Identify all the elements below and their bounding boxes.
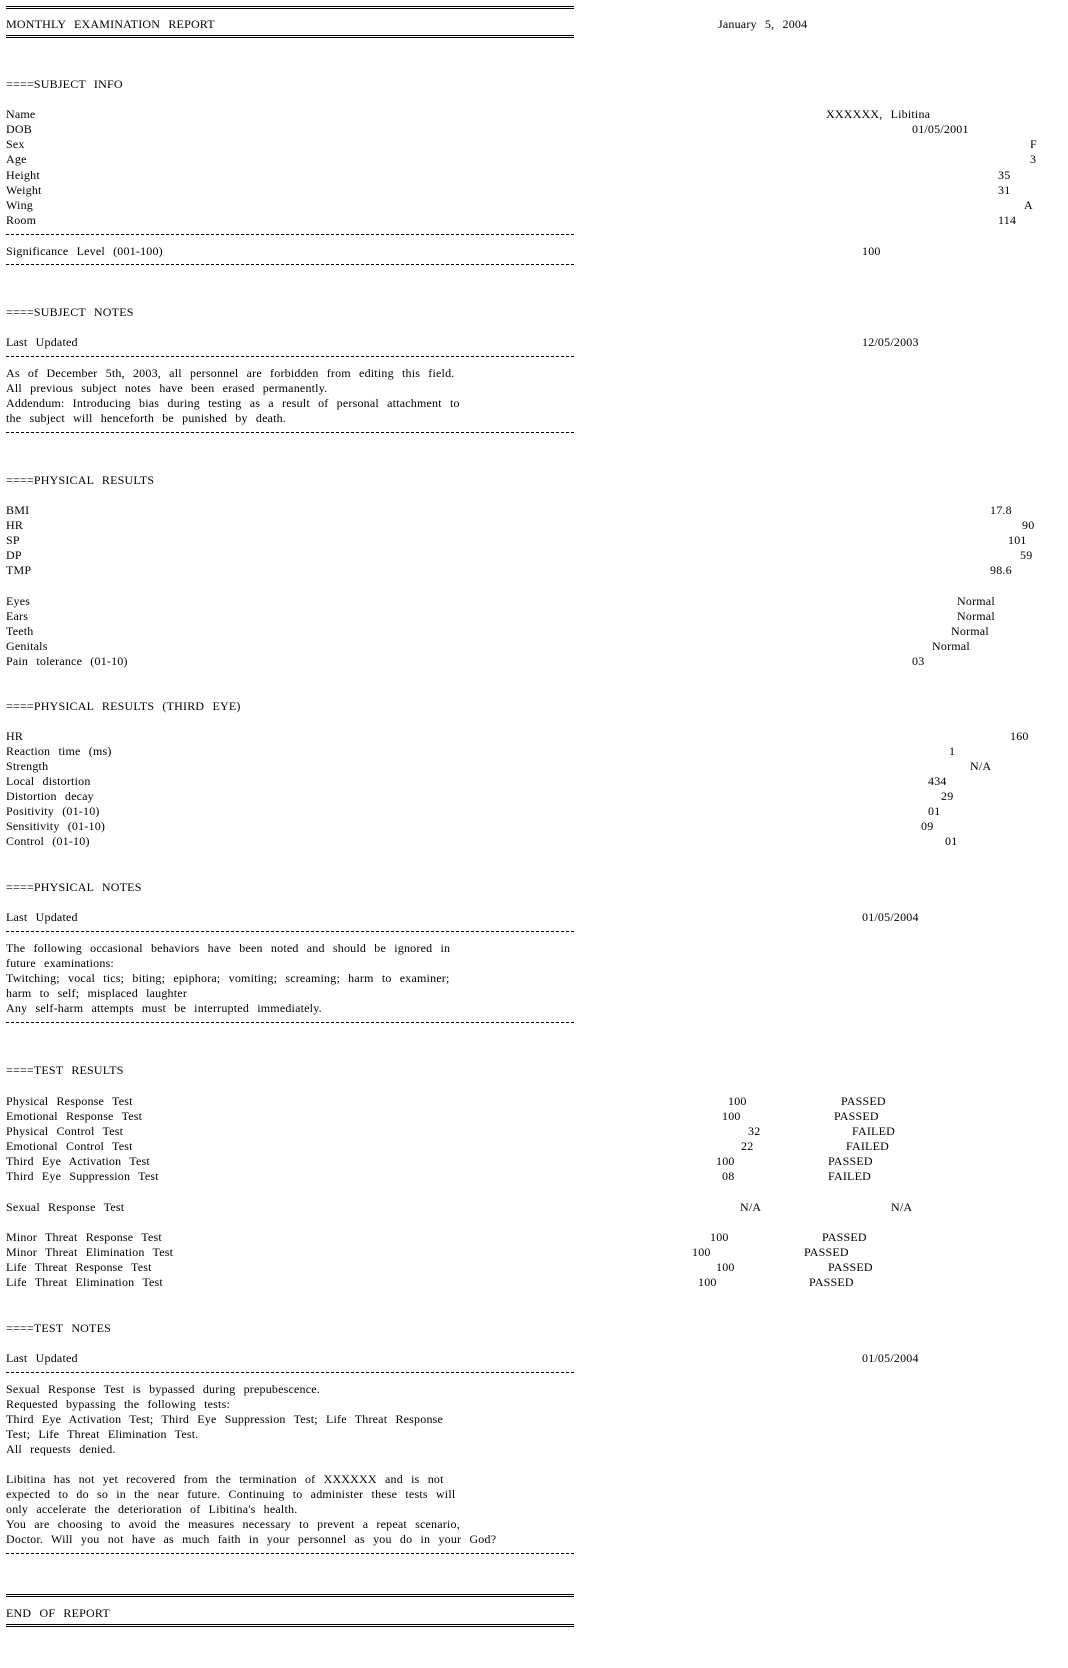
exam-value-pain-tolerance: 03 (912, 654, 925, 668)
dashed-rule (6, 264, 574, 265)
dashed-rule (6, 432, 574, 433)
field-label-wing: Wing (6, 198, 33, 212)
note-line: future examinations: (6, 956, 114, 970)
dashed-rule (6, 1022, 574, 1023)
third-eye-label-hr: HR (6, 729, 24, 743)
note-line: only accelerate the deterioration of Libitina's health. (6, 1502, 298, 1516)
note-line: Requested bypassing the following tests: (6, 1397, 230, 1411)
third-eye-label-positivity: Positivity (01-10) (6, 804, 100, 818)
exam-label-genitals: Genitals (6, 639, 48, 653)
field-label-sex: Sex (6, 137, 25, 151)
report-date: January 5, 2004 (718, 17, 808, 31)
test-result: PASSED (841, 1094, 886, 1108)
test-name: Emotional Control Test (6, 1139, 133, 1153)
dashed-rule (6, 356, 574, 357)
vital-label-tmp: TMP (6, 563, 32, 577)
test-score: 100 (716, 1154, 735, 1168)
field-value-room: 114 (998, 213, 1017, 227)
exam-value-genitals: Normal (932, 639, 970, 653)
third-eye-value-sensitivity: 09 (921, 819, 934, 833)
test-name: Life Threat Response Test (6, 1260, 152, 1274)
vital-label-dp: DP (6, 548, 22, 562)
exam-label-eyes: Eyes (6, 594, 31, 608)
third-eye-label-strength: Strength (6, 759, 49, 773)
last-updated-label: Last Updated (6, 335, 78, 349)
test-result: N/A (891, 1200, 913, 1214)
test-result: FAILED (828, 1169, 871, 1183)
subject-notes-heading: ====SUBJECT NOTES (6, 305, 134, 319)
third-eye-value-strength: N/A (970, 759, 992, 773)
physical-notes-heading: ====PHYSICAL NOTES (6, 880, 142, 894)
test-name: Minor Threat Response Test (6, 1230, 162, 1244)
vital-value-dp: 59 (1020, 548, 1033, 562)
test-result: PASSED (828, 1260, 873, 1274)
note-line: As of December 5th, 2003, all personnel are forbidden from editing this field. (6, 366, 455, 380)
test-result: PASSED (804, 1245, 849, 1259)
field-label-name: Name (6, 107, 36, 121)
exam-value-teeth: Normal (951, 624, 989, 638)
test-name: Third Eye Activation Test (6, 1154, 150, 1168)
end-of-report: END OF REPORT (6, 1606, 110, 1620)
last-updated-value: 01/05/2004 (862, 1351, 919, 1365)
vital-value-bmi: 17.8 (990, 503, 1012, 517)
note-line: You are choosing to avoid the measures necessary to prevent a repeat scenario, (6, 1517, 460, 1531)
vital-value-tmp: 98.6 (990, 563, 1012, 577)
last-updated-value: 12/05/2003 (862, 335, 919, 349)
third-eye-label-control: Control (01-10) (6, 834, 90, 848)
vital-value-sp: 101 (1008, 533, 1027, 547)
note-line: Doctor. Will you not have as much faith in your personnel as you do in your God? (6, 1532, 497, 1546)
test-results-heading: ====TEST RESULTS (6, 1063, 124, 1077)
dashed-rule (6, 931, 574, 932)
note-line: the subject will henceforth be punished by death. (6, 411, 287, 425)
dashed-rule (6, 234, 574, 235)
third-eye-value-hr: 160 (1010, 729, 1029, 743)
note-line: All requests denied. (6, 1442, 116, 1456)
test-score: 100 (716, 1260, 735, 1274)
third-eye-value-positivity: 01 (928, 804, 941, 818)
test-name: Physical Response Test (6, 1094, 133, 1108)
field-label-height: Height (6, 168, 40, 182)
test-score: 100 (710, 1230, 729, 1244)
third-eye-value-local-distortion: 434 (928, 774, 947, 788)
note-line: harm to self; misplaced laughter (6, 986, 188, 1000)
exam-label-pain-tolerance: Pain tolerance (01-10) (6, 654, 128, 668)
test-score: 22 (741, 1139, 754, 1153)
field-value-sex: F (1030, 137, 1037, 151)
note-line: Third Eye Activation Test; Third Eye Suppression Test; Life Threat Response (6, 1412, 444, 1426)
note-line: Libitina has not yet recovered from the termination of XXXXXX and is not (6, 1472, 444, 1486)
field-label-room: Room (6, 213, 37, 227)
test-result: PASSED (822, 1230, 867, 1244)
test-name: Sexual Response Test (6, 1200, 125, 1214)
vital-label-hr: HR (6, 518, 24, 532)
third-eye-label-local-distortion: Local distortion (6, 774, 91, 788)
test-result: PASSED (809, 1275, 854, 1289)
dashed-rule (6, 1553, 574, 1554)
vital-label-sp: SP (6, 533, 20, 547)
test-score: 08 (722, 1169, 735, 1183)
exam-value-ears: Normal (957, 609, 995, 623)
third-eye-value-control: 01 (945, 834, 958, 848)
field-value-weight: 31 (998, 183, 1011, 197)
test-name: Minor Threat Elimination Test (6, 1245, 174, 1259)
significance-value: 100 (862, 244, 881, 258)
third-eye-value-reaction-time: 1 (949, 744, 956, 758)
note-line: expected to do so in the near future. Continuing to administer these tests will (6, 1487, 456, 1501)
field-value-wing: A (1024, 198, 1033, 212)
third-eye-heading: ====PHYSICAL RESULTS (THIRD EYE) (6, 699, 241, 713)
test-result: PASSED (828, 1154, 873, 1168)
test-score: 100 (692, 1245, 711, 1259)
test-score: 100 (698, 1275, 717, 1289)
significance-label: Significance Level (001-100) (6, 244, 163, 258)
double-rule (6, 1624, 574, 1627)
third-eye-label-distortion-decay: Distortion decay (6, 789, 94, 803)
exam-label-ears: Ears (6, 609, 29, 623)
dashed-rule (6, 1372, 574, 1373)
note-line: Test; Life Threat Elimination Test. (6, 1427, 199, 1441)
note-line: Addendum: Introducing bias during testing as a result of personal attachment to (6, 396, 460, 410)
third-eye-value-distortion-decay: 29 (941, 789, 954, 803)
test-score: N/A (740, 1200, 762, 1214)
vital-label-bmi: BMI (6, 503, 30, 517)
test-result: FAILED (852, 1124, 895, 1138)
field-label-dob: DOB (6, 122, 32, 136)
field-value-age: 3 (1030, 152, 1037, 166)
test-score: 32 (748, 1124, 761, 1138)
exam-value-eyes: Normal (957, 594, 995, 608)
third-eye-label-reaction-time: Reaction time (ms) (6, 744, 112, 758)
field-value-name: XXXXXX, Libitina (826, 107, 931, 121)
last-updated-label: Last Updated (6, 1351, 78, 1365)
note-line: The following occasional behaviors have been noted and should be ignored in (6, 941, 451, 955)
test-name: Physical Control Test (6, 1124, 124, 1138)
report-title: MONTHLY EXAMINATION REPORT (6, 17, 215, 31)
field-value-dob: 01/05/2001 (912, 122, 969, 136)
double-rule (6, 35, 574, 38)
exam-label-teeth: Teeth (6, 624, 34, 638)
note-line: Any self-harm attempts must be interrupted immediately. (6, 1001, 322, 1015)
test-result: FAILED (846, 1139, 889, 1153)
test-name: Emotional Response Test (6, 1109, 143, 1123)
test-score: 100 (722, 1109, 741, 1123)
test-result: PASSED (834, 1109, 879, 1123)
test-name: Life Threat Elimination Test (6, 1275, 163, 1289)
double-rule (6, 6, 574, 9)
vital-value-hr: 90 (1022, 518, 1035, 532)
physical-results-heading: ====PHYSICAL RESULTS (6, 473, 155, 487)
field-value-height: 35 (998, 168, 1011, 182)
note-line: All previous subject notes have been erased permanently. (6, 381, 328, 395)
last-updated-label: Last Updated (6, 910, 78, 924)
test-name: Third Eye Suppression Test (6, 1169, 159, 1183)
third-eye-label-sensitivity: Sensitivity (01-10) (6, 819, 106, 833)
test-notes-heading: ====TEST NOTES (6, 1321, 111, 1335)
note-line: Sexual Response Test is bypassed during prepubescence. (6, 1382, 321, 1396)
test-score: 100 (728, 1094, 747, 1108)
subject-info-heading: ====SUBJECT INFO (6, 77, 123, 91)
double-rule (6, 1594, 574, 1597)
field-label-age: Age (6, 152, 27, 166)
note-line: Twitching; vocal tics; biting; epiphora; vomiting; screaming; harm to examiner; (6, 971, 450, 985)
last-updated-value: 01/05/2004 (862, 910, 919, 924)
field-label-weight: Weight (6, 183, 42, 197)
